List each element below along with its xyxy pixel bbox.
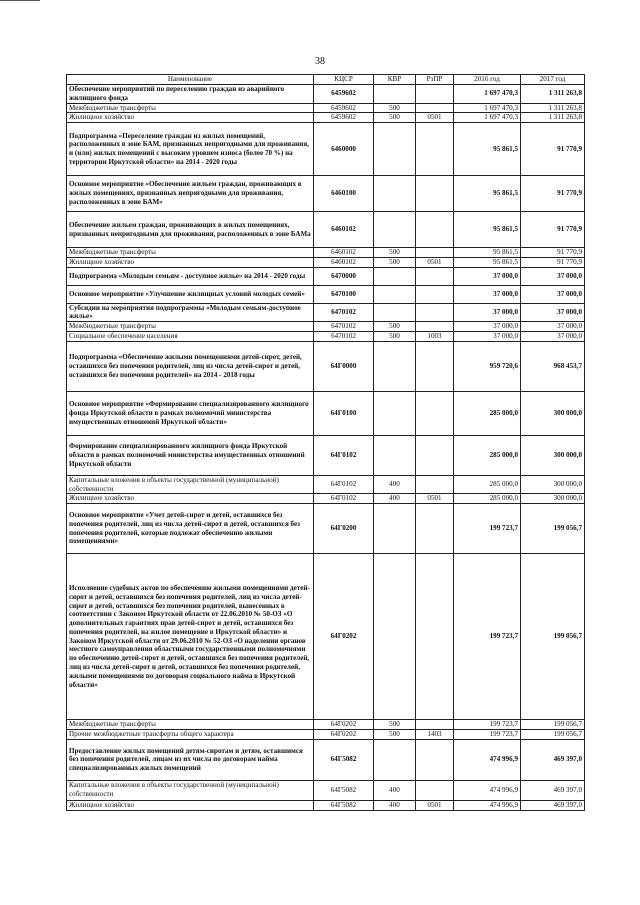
row-2017-cell: 1 311 263,8: [521, 103, 585, 113]
row-kcsr-cell: 64Г0202: [314, 554, 374, 720]
row-2016-cell: 95 861,5: [454, 123, 521, 176]
table-row: [67, 113, 585, 123]
header-2016: 2016 год: [454, 75, 521, 85]
row-kvr-cell: [374, 123, 416, 176]
row-kcsr-cell: 64Г0102: [314, 435, 374, 475]
page-number: 38: [315, 56, 325, 67]
row-kvr-cell: [374, 303, 416, 322]
row-kcsr-cell: 6470102: [314, 322, 374, 332]
table-row: [67, 800, 585, 810]
row-2017-cell: 199 056,7: [521, 504, 585, 554]
row-rzpr-cell: [416, 739, 454, 780]
row-2016-cell: 285 000,0: [454, 435, 521, 475]
table-row: [67, 212, 585, 248]
row-2017-cell: 1 311 263,8: [521, 85, 585, 104]
row-rzpr-cell: [416, 176, 454, 212]
table-row: [67, 475, 585, 494]
row-rzpr-cell: [416, 504, 454, 554]
row-rzpr-cell: 1403: [416, 729, 454, 739]
row-name-cell: Предоставление жилых помещений детям-сиротам и детям, оставшимся без попечения родителей, лицам из их числа по договорам найма специализированных жилых помещений: [67, 739, 314, 780]
header-rzpr: РзПР: [416, 75, 454, 85]
row-kcsr-cell: 64Г0200: [314, 504, 374, 554]
row-2016-cell: 95 861,5: [454, 176, 521, 212]
row-kcsr-cell: 64Г5082: [314, 780, 374, 800]
row-2017-cell: 37 000,0: [521, 332, 585, 342]
row-rzpr-cell: [416, 720, 454, 730]
row-2016-cell: 959 720,6: [454, 341, 521, 391]
row-2017-cell: 300 000,0: [521, 435, 585, 475]
row-kcsr-cell: 6460102: [314, 257, 374, 267]
row-kcsr-cell: 6460102: [314, 212, 374, 248]
row-kvr-cell: [374, 391, 416, 435]
row-2016-cell: 37 000,0: [454, 285, 521, 303]
row-kcsr-cell: 6470102: [314, 332, 374, 342]
row-2016-cell: 199 723,7: [454, 720, 521, 730]
table-row: [67, 103, 585, 113]
row-2017-cell: 37 000,0: [521, 267, 585, 285]
row-rzpr-cell: [416, 123, 454, 176]
row-2016-cell: 37 000,0: [454, 322, 521, 332]
row-2016-cell: 37 000,0: [454, 332, 521, 342]
row-kcsr-cell: 6459602: [314, 85, 374, 104]
row-name-cell: Исполнение судебных актов по обеспечению жилыми помещениями детей-сирот и детей, оставшихся без попечения родителей, лиц из числа детей-сирот и детей, оставшихся без попечения родителей, вынесенных в соответствии с Законом Иркутской области от 22.06.2010 № 50-ОЗ «О дополнительных гарантиях прав детей-сирот и детей, оставшихся без попечения родителей, на жилое помещение в Иркутской области» и Законом Иркутской области от 29.06.2010 № 52-ОЗ «О наделении органов местного самоуправления областными государственными полномочиями по обеспечению детей-сирот и детей, оставшихся без попечения родителей, лиц из числа детей-сирот и детей, оставшихся без попечения родителей, жилыми помещениями по договорам социального найма в Иркутской области»: [67, 554, 314, 720]
table-row: [67, 267, 585, 285]
table-row: [67, 729, 585, 739]
header-2017: 2017 год: [521, 75, 585, 85]
row-kcsr-cell: 6460102: [314, 248, 374, 258]
row-rzpr-cell: [416, 85, 454, 104]
row-kvr-cell: 500: [374, 103, 416, 113]
header-kvr: КВР: [374, 75, 416, 85]
row-rzpr-cell: [416, 780, 454, 800]
row-kvr-cell: [374, 341, 416, 391]
row-kcsr-cell: 6460000: [314, 123, 374, 176]
table-row: [67, 391, 585, 435]
row-name-cell: Основное мероприятие «Учет детей-сирот и детей, оставшихся без попечения родителей, лиц из числа детей-сирот и детей, оставшихся без попечения родителей, которые подлежат обеспечению жилыми помещениями»: [67, 504, 314, 554]
header-name: Наименование: [67, 75, 314, 85]
row-2017-cell: 91 770,9: [521, 248, 585, 258]
row-kcsr-cell: 64Г0102: [314, 475, 374, 494]
row-name-cell: Субсидии на мероприятия подпрограммы «Молодым семьям-доступное жилье»: [67, 303, 314, 322]
row-rzpr-cell: 1003: [416, 332, 454, 342]
row-name-cell: Межбюджетные трансферты: [67, 103, 314, 113]
row-kvr-cell: [374, 285, 416, 303]
row-2017-cell: 300 000,0: [521, 475, 585, 494]
row-rzpr-cell: 0501: [416, 257, 454, 267]
row-2016-cell: 1 697 470,3: [454, 103, 521, 113]
row-rzpr-cell: [416, 303, 454, 322]
row-kcsr-cell: 64Г5082: [314, 800, 374, 810]
row-name-cell: Подпрограмма «Молодым семьям - доступное жилье» на 2014 - 2020 годы: [67, 267, 314, 285]
row-rzpr-cell: [416, 285, 454, 303]
row-rzpr-cell: [416, 341, 454, 391]
row-2017-cell: 37 000,0: [521, 285, 585, 303]
table-row: [67, 285, 585, 303]
row-2016-cell: 95 861,5: [454, 248, 521, 258]
row-name-cell: Подпрограмма «Обеспечение жилыми помещениями детей-сирот, детей, оставшихся без попечения родителей, лиц из числа детей-сирот и детей, оставшихся без попечения родителей» на 2014 - 2018 годы: [67, 341, 314, 391]
row-name-cell: Межбюджетные трансферты: [67, 720, 314, 730]
corner-mark: [0, 0, 40, 7]
row-name-cell: Жилищное хозяйство: [67, 257, 314, 267]
row-rzpr-cell: [416, 475, 454, 494]
table-header-row: [67, 75, 585, 85]
row-2016-cell: 285 000,0: [454, 391, 521, 435]
row-kcsr-cell: 6470102: [314, 303, 374, 322]
table-row: [67, 248, 585, 258]
row-kcsr-cell: 6459602: [314, 103, 374, 113]
row-2016-cell: 474 996,9: [454, 739, 521, 780]
row-kvr-cell: 500: [374, 729, 416, 739]
row-rzpr-cell: 0501: [416, 494, 454, 504]
row-name-cell: Жилищное хозяйство: [67, 800, 314, 810]
row-kvr-cell: [374, 212, 416, 248]
budget-table: [66, 74, 585, 811]
row-2016-cell: 474 996,9: [454, 780, 521, 800]
header-kcsr: КЦСР: [314, 75, 374, 85]
row-name-cell: Капитальные вложения в объекты государственной (муниципальной) собственности: [67, 780, 314, 800]
row-name-cell: Основное мероприятие «Формирование специализированного жилищного фонда Иркутской области в рамках полномочий министерства имущественных отношений Иркутской области»: [67, 391, 314, 435]
row-name-cell: Обеспечение мероприятий по переселению граждан из аварийного жилищного фонда: [67, 85, 314, 104]
row-kcsr-cell: 6460100: [314, 176, 374, 212]
row-rzpr-cell: [416, 554, 454, 720]
row-rzpr-cell: 0501: [416, 800, 454, 810]
row-2016-cell: 285 000,0: [454, 494, 521, 504]
row-kvr-cell: 500: [374, 720, 416, 730]
row-kvr-cell: 400: [374, 494, 416, 504]
row-2016-cell: 95 861,5: [454, 257, 521, 267]
row-2017-cell: 91 770,9: [521, 212, 585, 248]
row-2016-cell: 1 697 470,3: [454, 85, 521, 104]
row-2017-cell: 300 000,0: [521, 494, 585, 504]
row-2017-cell: 968 453,7: [521, 341, 585, 391]
table-row: [67, 123, 585, 176]
row-kvr-cell: [374, 85, 416, 104]
row-kvr-cell: [374, 504, 416, 554]
row-2016-cell: 199 723,7: [454, 729, 521, 739]
row-2017-cell: 199 056,7: [521, 554, 585, 720]
table-row: [67, 554, 585, 720]
row-kvr-cell: [374, 267, 416, 285]
row-kcsr-cell: 6470100: [314, 285, 374, 303]
row-name-cell: Подпрограмма «Переселение граждан из жилых помещений, расположенных в зоне БАМ, признанных непригодными для проживания, и (или) жилых помещений с высоким уровнем износа (более 70 %) на территории Иркутской области» на 2014 - 2020 годы: [67, 123, 314, 176]
row-rzpr-cell: [416, 322, 454, 332]
table-row: [67, 176, 585, 212]
row-rzpr-cell: [416, 435, 454, 475]
row-name-cell: Основное мероприятие «Улучшение жилищных условий молодых семей»: [67, 285, 314, 303]
row-2017-cell: 469 397,0: [521, 739, 585, 780]
row-name-cell: Жилищное хозяйство: [67, 494, 314, 504]
row-kvr-cell: [374, 435, 416, 475]
table-row: [67, 341, 585, 391]
table-row: [67, 720, 585, 730]
row-2016-cell: 37 000,0: [454, 303, 521, 322]
row-rzpr-cell: [416, 267, 454, 285]
row-kvr-cell: 400: [374, 475, 416, 494]
row-kcsr-cell: 6459602: [314, 113, 374, 123]
row-2017-cell: 91 770,9: [521, 123, 585, 176]
row-name-cell: Межбюджетные трансферты: [67, 322, 314, 332]
row-2017-cell: 469 397,0: [521, 780, 585, 800]
row-name-cell: Межбюджетные трансферты: [67, 248, 314, 258]
row-2017-cell: 1 311 263,8: [521, 113, 585, 123]
row-name-cell: Социальное обеспечение населения: [67, 332, 314, 342]
row-2017-cell: 199 056,7: [521, 729, 585, 739]
row-2016-cell: 474 996,9: [454, 800, 521, 810]
row-rzpr-cell: [416, 391, 454, 435]
table-row: [67, 303, 585, 322]
row-name-cell: Формирование специализированного жилищного фонда Иркутской области в рамках полномочий министерства имущественных отношений Иркутской области: [67, 435, 314, 475]
row-name-cell: Обеспечение жильем граждан, проживающих в жилых помещениях, признанных непригодными для проживания, расположенных в зоне БАМа: [67, 212, 314, 248]
row-2016-cell: 95 861,5: [454, 212, 521, 248]
row-rzpr-cell: 0501: [416, 113, 454, 123]
row-kvr-cell: [374, 739, 416, 780]
row-name-cell: Прочие межбюджетные трансферты общего характера: [67, 729, 314, 739]
row-kcsr-cell: 64Г0102: [314, 494, 374, 504]
row-2016-cell: 199 723,7: [454, 504, 521, 554]
row-kvr-cell: [374, 176, 416, 212]
table-row: [67, 435, 585, 475]
row-2017-cell: 300 000,0: [521, 391, 585, 435]
row-kvr-cell: [374, 554, 416, 720]
table-row: [67, 780, 585, 800]
row-rzpr-cell: [416, 212, 454, 248]
row-kvr-cell: 500: [374, 332, 416, 342]
row-kcsr-cell: 64Г0000: [314, 341, 374, 391]
row-2016-cell: 37 000,0: [454, 267, 521, 285]
row-rzpr-cell: [416, 103, 454, 113]
row-2016-cell: 285 000,0: [454, 475, 521, 494]
row-2017-cell: 469 397,0: [521, 800, 585, 810]
row-2017-cell: 199 056,7: [521, 720, 585, 730]
row-rzpr-cell: [416, 248, 454, 258]
table-row: [67, 504, 585, 554]
row-kcsr-cell: 6470000: [314, 267, 374, 285]
table-body: [67, 85, 585, 811]
row-name-cell: Основное мероприятие «Обеспечение жильем граждан, проживающих в жилых помещениях, признанных непригодными для проживания, расположенных в зоне БАМ»: [67, 176, 314, 212]
row-2017-cell: 91 770,9: [521, 176, 585, 212]
table-row: [67, 494, 585, 504]
row-kvr-cell: 500: [374, 248, 416, 258]
table-row: [67, 322, 585, 332]
row-kvr-cell: 500: [374, 257, 416, 267]
table-row: [67, 257, 585, 267]
row-kvr-cell: 400: [374, 780, 416, 800]
row-kcsr-cell: 64Г0202: [314, 729, 374, 739]
row-2017-cell: 37 000,0: [521, 322, 585, 332]
row-kvr-cell: 400: [374, 800, 416, 810]
row-kcsr-cell: 64Г0202: [314, 720, 374, 730]
row-kcsr-cell: 64Г0100: [314, 391, 374, 435]
table-row: [67, 332, 585, 342]
row-name-cell: Жилищное хозяйство: [67, 113, 314, 123]
row-kvr-cell: 500: [374, 113, 416, 123]
row-2017-cell: 91 770,9: [521, 257, 585, 267]
row-2017-cell: 37 000,0: [521, 303, 585, 322]
row-name-cell: Капитальные вложения в объекты государственной (муниципальной) собственности: [67, 475, 314, 494]
row-kvr-cell: 500: [374, 322, 416, 332]
row-2016-cell: 199 723,7: [454, 554, 521, 720]
row-kcsr-cell: 64Г5082: [314, 739, 374, 780]
row-2016-cell: 1 697 470,3: [454, 113, 521, 123]
table-row: [67, 739, 585, 780]
table-row: [67, 85, 585, 104]
